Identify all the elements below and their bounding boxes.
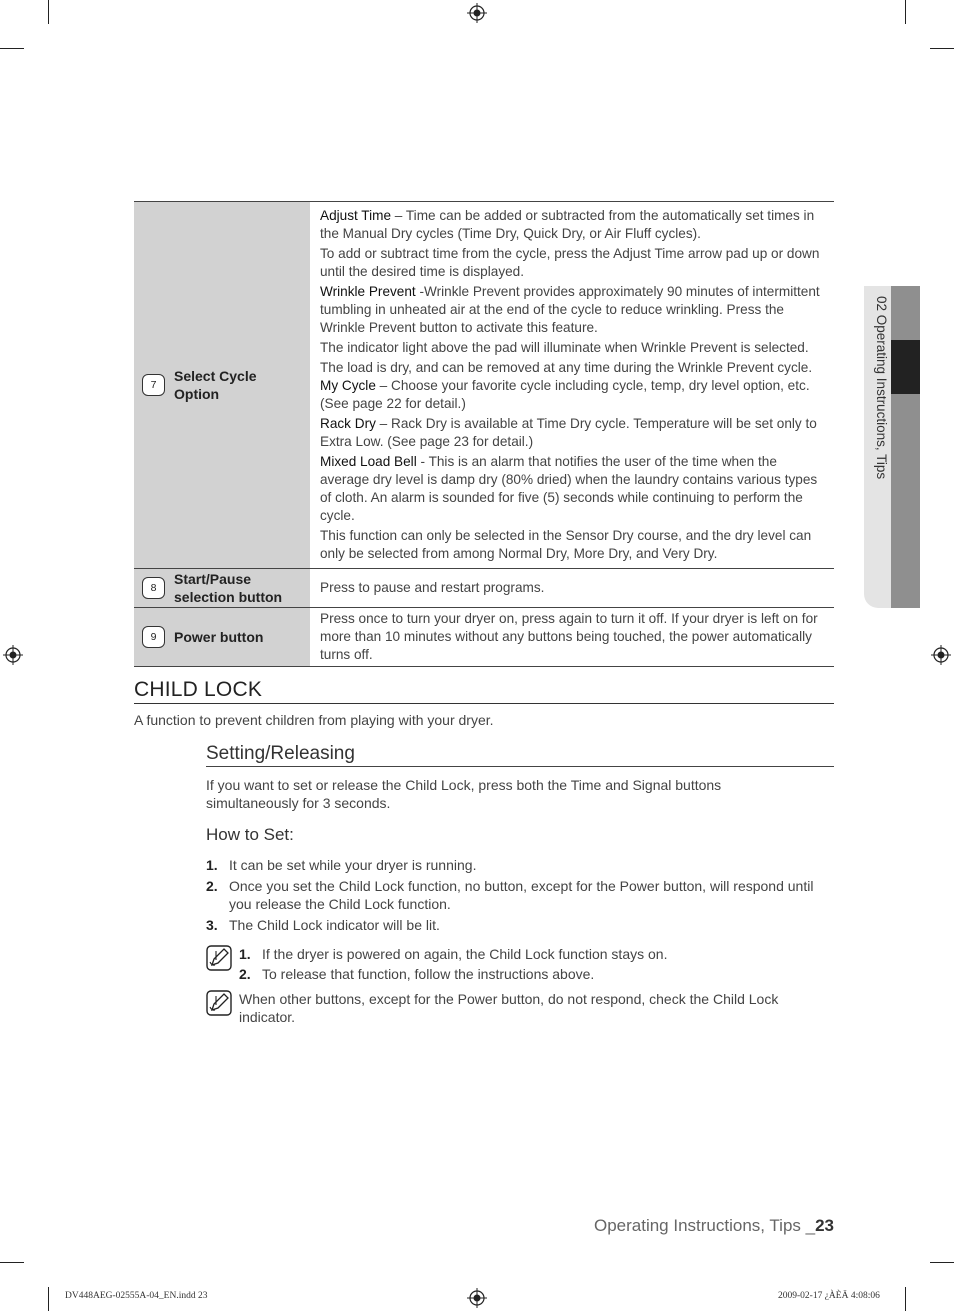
item-number-badge: 9 [142,626,165,648]
section-heading: CHILD LOCK [134,678,834,704]
item-number-badge: 7 [142,374,165,396]
row-label-cell [134,202,310,569]
table-row [134,569,834,608]
row-description [310,202,834,569]
note-pencil-icon [206,945,232,971]
description-paragraph: To add or subtract time from the cycle, press the Adjust Time arrow pad up or down until the desired time is displayed. [320,246,820,279]
crop-mark [930,48,954,49]
subsection-text: If you want to set or release the Child Lock, press both the Time and Signal buttons simultaneously for 3 seconds. [206,777,722,811]
description-paragraph: Press to pause and restart programs. [320,580,545,595]
page-number: 23 [815,1216,834,1235]
list-item: 3. The Child Lock indicator will be lit. [206,917,440,933]
row-label: Power button [174,629,264,645]
note-text: When other buttons, except for the Power button, do not respond, check the Child Lock indicator. [239,991,779,1025]
howto-heading: How to Set: [206,825,294,844]
registration-mark-icon [467,1288,487,1308]
description-paragraph: Mixed Load Bell - This is an alarm that notifies the user of the time when the average dry level is damp dry (80% dried) when the laundry contains various types of cloth. An alarm is sounded for five (5) seconds while continuing to perform the cycle. [320,454,818,523]
row-description [310,569,834,608]
row-label: Select Cycle Option [174,368,257,402]
step-list [206,856,826,937]
registration-mark-icon [931,645,951,665]
chapter-tab-label: 02 Operating Instructions, Tips [874,296,889,480]
page-footer: Operating Instructions, Tips _23 [593,1216,834,1235]
crop-mark [0,48,24,49]
section-intro: A function to prevent children from playing with your dryer. [134,712,494,728]
description-paragraph: The load is dry, and can be removed at any time during the Wrinkle Prevent cycle. [320,360,813,375]
note-block [206,990,826,1026]
registration-mark-icon [3,645,23,665]
description-paragraph: This function can only be selected in the Sensor Dry course, and the dry level can only be selected from among Normal Dry, More Dry, and Very Dry. [320,528,812,561]
list-item: 1. It can be set while your dryer is running. [206,857,477,873]
print-slug-date: 2009-02-17 ¿ÀÈÄ 4:08:06 [778,1291,880,1301]
list-item: 1. If the dryer is powered on again, the Child Lock function stays on. [239,946,668,962]
table-row [134,202,834,569]
crop-mark [0,1262,24,1263]
note-pencil-icon [206,990,232,1016]
description-paragraph: My Cycle – Choose your favorite cycle including cycle, temp, dry level option, etc. (See page 22 for detail.) [320,378,810,411]
control-panel-table [134,201,834,667]
print-slug-file: DV448AEG-02555A-04_EN.indd 23 [65,1291,208,1301]
description-paragraph: Adjust Time – Time can be added or subtracted from the automatically set times in the Manual Dry cycles (Time Dry, Quick Dry, or Air Fluff cycles). [320,208,815,241]
list-item: 2. Once you set the Child Lock function, no button, except for the Power button, will respond until you release the Child Lock function. [206,878,814,912]
crop-mark [930,1262,954,1263]
row-description [310,608,834,667]
description-paragraph: Press once to turn your dryer on, press again to turn it off. If your dryer is left on for more than 10 minutes without any buttons being touched, the power automatically turns off. [320,611,818,662]
registration-mark-icon [467,3,487,23]
chapter-side-tab [864,286,920,608]
row-label-cell [134,608,310,667]
note-block [206,945,826,985]
crop-mark [48,0,49,24]
note-list [239,945,667,985]
description-paragraph: Wrinkle Prevent -Wrinkle Prevent provides approximately 90 minutes of intermittent tumbling in unheated air at the end of the cycle to reduce wrinkling. Press the Wrinkle Prevent button to activate this feature. [320,284,820,335]
description-paragraph: The indicator light above the pad will illuminate when Wrinkle Prevent is selected. [320,340,809,355]
row-label-cell [134,569,310,608]
description-paragraph: Rack Dry – Rack Dry is available at Time Dry cycle. Temperature will be set only to Extra Low. (See page 23 for detail.) [320,416,817,449]
list-item: 2. To release that function, follow the instructions above. [239,966,595,982]
row-label: Start/Pause selection button [174,571,283,605]
subsection-heading: Setting/Releasing [206,743,834,767]
crop-mark [905,0,906,24]
item-number-badge: 8 [142,577,165,599]
table-row [134,608,834,667]
crop-mark [48,1287,49,1311]
crop-mark [905,1287,906,1311]
